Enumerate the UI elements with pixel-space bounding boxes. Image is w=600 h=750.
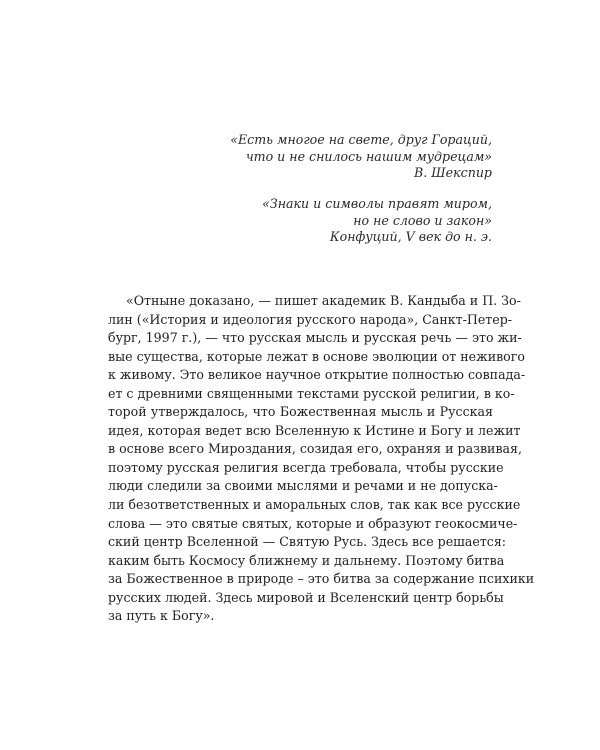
- text-line: ет с древними священными текстами русской религии, в ко-: [108, 385, 515, 401]
- text-line: торой утверждалось, что Божественная мысль и Русская: [108, 404, 493, 420]
- text-line: бург, 1997 г.), — что русская мысль и русская речь — это жи-: [108, 330, 522, 346]
- text-line: слова — это святые святых, которые и образуют геокосмиче-: [108, 515, 518, 531]
- epigraph-line: но не слово и закон»: [353, 212, 492, 228]
- text-line: идея, которая ведет всю Вселенную к Истине и Богу и лежит: [108, 422, 521, 438]
- text-line: «Отныне доказано, — пишет академик В. Кандыба и П. Зо-: [126, 293, 521, 308]
- epigraph-shakespeare: [192, 132, 492, 182]
- text-line: в основе всего Мироздания, созидая его, охраняя и развивая,: [108, 441, 522, 457]
- text-line: за путь к Богу».: [108, 608, 215, 624]
- body-paragraph: [108, 292, 535, 626]
- text-line: к живому. Это великое научное открытие полностью совпада-: [108, 367, 526, 383]
- text-line: лин («История и идеология русского народа», Санкт-Петер-: [108, 311, 513, 327]
- text-line: русских людей. Здесь мировой и Вселенский центр борьбы: [108, 589, 504, 605]
- text-line: за Божественное в природе – это битва за содержание психики: [108, 571, 535, 587]
- text-line: ский центр Вселенной — Святую Русь. Здесь все решается:: [108, 534, 507, 550]
- epigraph-line: «Знаки и символы правят миром,: [262, 196, 492, 211]
- epigraph-line: что и не снилось нашим мудрецам»: [245, 148, 492, 164]
- text-line: вые существа, которые лежат в основе эволюции от неживого: [108, 348, 525, 364]
- text-line: каким быть Космосу ближнему и дальнему. Поэтому битва: [108, 552, 505, 568]
- epigraph-line: «Есть многое на свете, друг Гораций,: [230, 132, 492, 147]
- epigraph-confucius: [192, 196, 492, 246]
- text-line: поэтому русская религия всегда требовала, чтобы русские: [108, 459, 504, 475]
- epigraph-attribution: Конфуций, V век до н. э.: [329, 229, 492, 244]
- text-line: ли безответственных и аморальных слов, так как все русские: [108, 497, 521, 513]
- text-line: люди следили за своими мыслями и речами и не допуска-: [108, 478, 498, 494]
- epigraph-attribution: В. Шекспир: [414, 165, 492, 180]
